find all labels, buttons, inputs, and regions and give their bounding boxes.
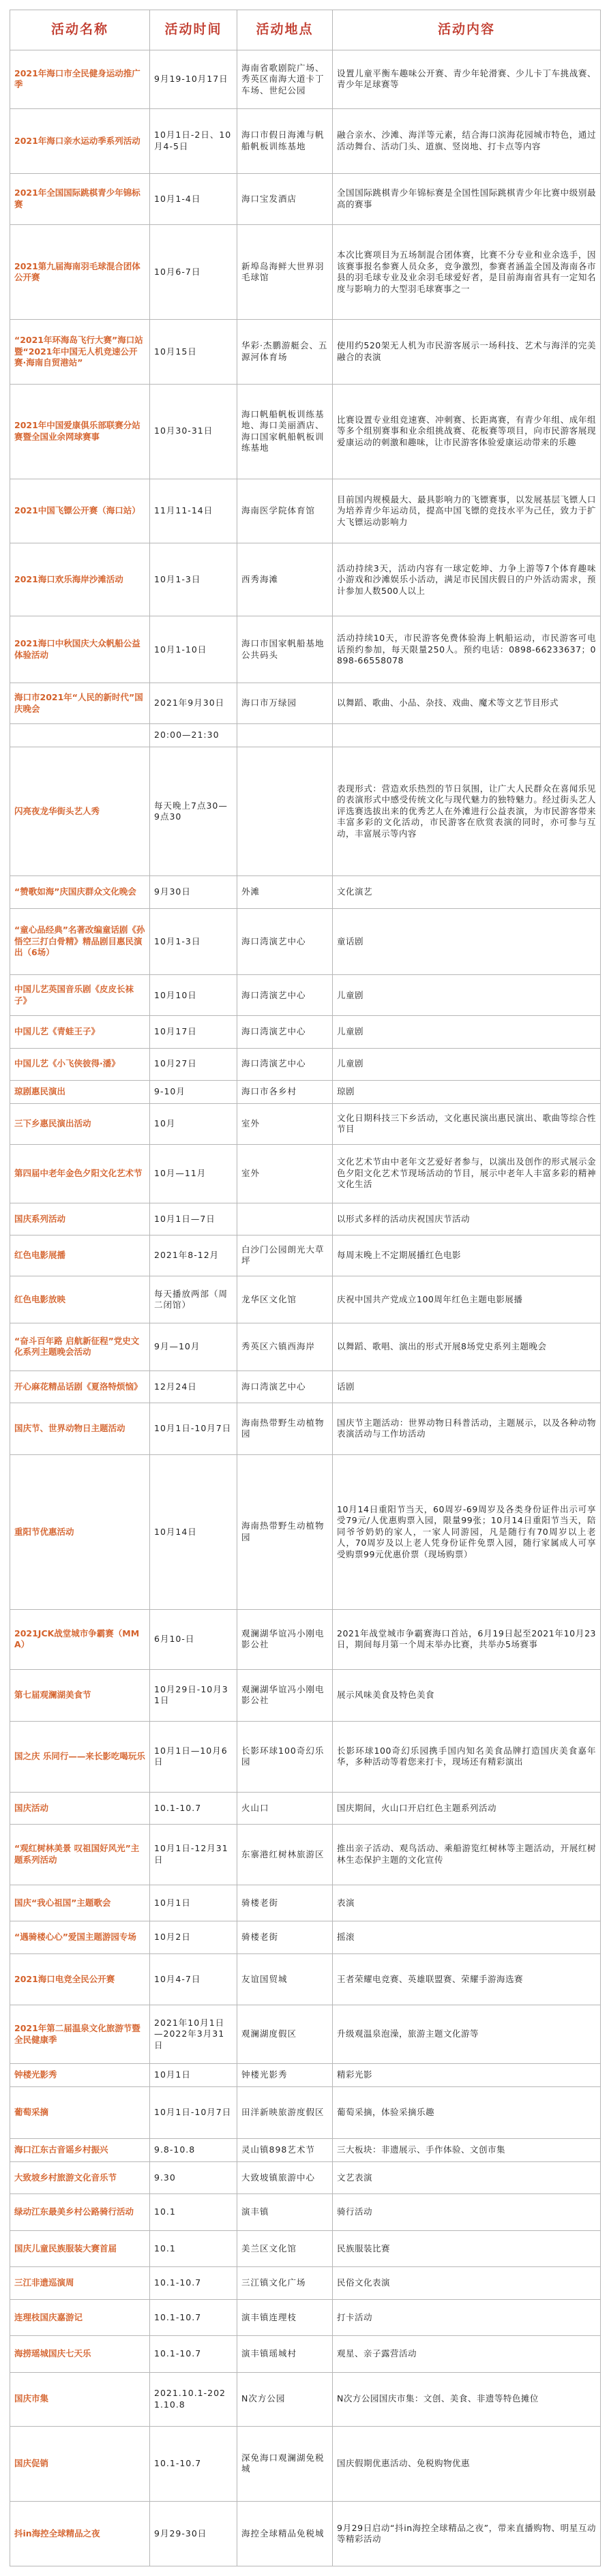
activity-content-cell: 文化艺术节由中老年文艺爱好者参与，以演出及创作的形式展示金色夕阳文化艺术节现场活动的节目，展示中老年人丰富多彩的精神文化生活 (333, 1144, 601, 1203)
activity-name-cell: 2021年第二届温泉文化旅游节暨全民健康季 (10, 2005, 150, 2064)
activity-name-cell: 国庆儿童民族服装大赛首届 (10, 2230, 150, 2267)
activity-name-cell: 红色电影放映 (10, 1276, 150, 1323)
activity-content-cell: 比赛设置专业组竞速赛、冲刺赛、长距离赛，有青少年组、成年组等多个组别赛事和业余组挑战赛、花板赛等项目，向市民游客展现爱康运动的刺激和趣味，让市民游客体验爱康运动带来的乐趣 (333, 384, 601, 479)
activity-place-cell: 海口湾演艺中心 (237, 975, 333, 1016)
activity-place-cell: 秀英区六镇西海岸 (237, 1323, 333, 1371)
activity-name-cell: 2021海口电竞全民公开赛 (10, 1953, 150, 2005)
activity-time-cell: 10月27日 (150, 1048, 237, 1080)
activity-place-cell: 海口市各乡村 (237, 1080, 333, 1103)
activity-content-cell: 国庆假期优惠活动、免税购物优惠 (333, 2426, 601, 2501)
activity-time-cell: 10月1日-12月31日 (150, 1825, 237, 1885)
activity-place-cell: 海南热带野生动植物园 (237, 1403, 333, 1455)
activity-content-cell: 目前国内规模最大、最具影响力的飞镖赛事，以发展基层飞镖人口为培养青少年运动员，提高中国飞镖的竞技水平为己任，致力于扩大飞镖运动影响力 (333, 479, 601, 543)
activity-time-cell: 10月1日 (150, 1885, 237, 1921)
activity-time-cell: 10月29日-10月31日 (150, 1670, 237, 1722)
activity-name-cell: 国之庆 乐同行——来长影吃喝玩乐 (10, 1721, 150, 1792)
table-header-row (10, 10, 601, 50)
activity-place-cell: 白沙门公园朗光大草坪 (237, 1235, 333, 1276)
activity-place-cell: N次方公园 (237, 2372, 333, 2426)
activity-name-cell: “赞歌如海”庆国庆群众文化晚会 (10, 876, 150, 908)
activity-content-cell: 长影环球100奇幻乐园携手国内知名美食品牌打造国庆美食嘉年华，多种活动等着您来打卡，现场还有精彩演出 (333, 1721, 601, 1792)
activity-name-cell: 连理枝国庆嘉游记 (10, 2299, 150, 2336)
activity-time-cell: 9月19-10月17日 (150, 50, 237, 109)
activity-name-cell: 国庆系列活动 (10, 1203, 150, 1235)
activity-time-cell: 11月11-14日 (150, 479, 237, 543)
activity-name-cell: 海口市2021年“人民的新时代”国庆晚会 (10, 683, 150, 724)
activity-content-cell: 融合亲水、沙滩、海洋等元素，结合海口滨海花园城市特色，通过活动舞台、活动门头、道旗、竖岗地、打卡点等内容 (333, 108, 601, 173)
activity-place-cell: 骑楼老街 (237, 1921, 333, 1953)
activity-content-cell: 国庆节主题活动：世界动物日科普活动，主题展示，以及各种动物表演活动与工作坊活动 (333, 1403, 601, 1455)
activity-time-cell: 2021年8-12月 (150, 1235, 237, 1276)
activity-name-cell: “遇骑楼心心”爱国主题游园专场 (10, 1921, 150, 1953)
activity-time-cell: 2021.10.1-2021.10.8 (150, 2372, 237, 2426)
activity-name-cell: 钟楼光影秀 (10, 2064, 150, 2087)
activity-place-cell: 龙华区文化馆 (237, 1276, 333, 1323)
activity-name-cell: 大致坡乡村旅游文化音乐节 (10, 2161, 150, 2193)
activity-place-cell: 海南省歌剧院广场、秀英区南海大道卡丁车场、世纪公园 (237, 50, 333, 109)
activity-time-cell: 9.30 (150, 2161, 237, 2193)
table-row (10, 876, 601, 908)
table-row (10, 173, 601, 225)
activity-time-cell: 10月 (150, 1103, 237, 1144)
activity-time-cell: 10月2日 (150, 1921, 237, 1953)
activity-time-cell: 12月24日 (150, 1371, 237, 1403)
table-row (10, 2193, 601, 2230)
activity-place-cell: 大致坡镇旅游中心 (237, 2161, 333, 2193)
table-row (10, 1825, 601, 1885)
activity-place-cell: 观澜湖华谊冯小刚电影公社 (237, 1609, 333, 1669)
table-row (10, 479, 601, 543)
activity-content-cell: 表现形式：营造欢乐热烈的节日氛围，让广大人民群众在喜闻乐见的表演形式中感受传统文化与现代魅力的独特魅力。经过街头艺人评选赛选拔出来的优秀艺人在外滩进行公益表演，为市民游客带来丰富多彩的文化活动，市民游客在欣赏表演的同时，亦可参与互动，丰富展示等内容 (333, 747, 601, 875)
activity-content-cell: 打卡活动 (333, 2299, 601, 2336)
activity-name-cell: 国庆促销 (10, 2426, 150, 2501)
activity-time-cell: 10月1-3日 (150, 543, 237, 616)
activity-time-cell: 9月—10月 (150, 1323, 237, 1371)
activity-content-cell: 精彩光影 (333, 2064, 601, 2087)
activity-time-cell: 20:00—21:30 (150, 724, 237, 747)
activity-content-cell: 9月29日启动“抖in海控全球精品之夜”，带来直播购物、明星互动等精彩活动 (333, 2502, 601, 2566)
activity-name-cell: 闪亮夜龙华街头艺人秀 (10, 747, 150, 875)
table-row (10, 1048, 601, 1080)
activity-name-cell: 红色电影展播 (10, 1235, 150, 1276)
activity-name-cell: 2021年海口亲水运动季系列活动 (10, 108, 150, 173)
activity-content-cell: 摇滚 (333, 1921, 601, 1953)
activity-place-cell: 西秀海滩 (237, 543, 333, 616)
table-row (10, 616, 601, 683)
header-activity-place: 活动地点 (237, 10, 333, 50)
activity-name-cell: 2021年海口市全民健身运动推广季 (10, 50, 150, 109)
activity-time-cell: 9-10月 (150, 1080, 237, 1103)
activity-content-cell: 话剧 (333, 1371, 601, 1403)
activity-name-cell: “童心品经典”名著改编童话剧《孙悟空三打白骨精》精品剧目惠民演出（6场） (10, 908, 150, 975)
activity-name-cell: 三下乡惠民演出活动 (10, 1103, 150, 1144)
activity-time-cell: 10月30-31日 (150, 384, 237, 479)
activity-place-cell: 海口湾演艺中心 (237, 1016, 333, 1048)
activity-content-cell: 文化日期科技三下乡活动，文化惠民演出惠民演出、歌曲等综合性节目 (333, 1103, 601, 1144)
activity-name-cell: 中国儿艺英国音乐剧《皮皮长袜子》 (10, 975, 150, 1016)
table-row (10, 1103, 601, 1144)
activity-content-cell (333, 724, 601, 747)
activity-content-cell: 国庆期间，火山口开启红色主题系列活动 (333, 1792, 601, 1824)
activity-content-cell: 本次比赛项目为五场制混合团体赛，比赛不分专业和业余选手，因该赛事报名参赛人员众多，竞争激烈，参赛者涵盖全国及海南各市县的羽毛球专业及业余羽毛球爱好者，是目前海南省具有一定知名度与影响力的大型羽毛球赛事之一 (333, 225, 601, 320)
header-activity-time: 活动时间 (150, 10, 237, 50)
activity-time-cell: 10.1 (150, 2230, 237, 2267)
table-row (10, 1323, 601, 1371)
activity-place-cell: 海南热带野生动植物园 (237, 1454, 333, 1609)
activity-content-cell: 表演 (333, 1885, 601, 1921)
table-row (10, 384, 601, 479)
activity-content-cell: 使用约520架无人机为市民游客展示一场科技、艺术与海洋的完美融合的表演 (333, 320, 601, 385)
activity-place-cell (237, 1203, 333, 1235)
activity-time-cell: 10月1日-10月7日 (150, 1403, 237, 1455)
table-row (10, 1203, 601, 1235)
activity-place-cell: 海控全球精品免税城 (237, 2502, 333, 2566)
activity-name-cell: 2021年全国国际跳棋青少年锦标赛 (10, 173, 150, 225)
activity-time-cell: 10月4-7日 (150, 1953, 237, 2005)
activity-name-cell: 第七届观澜湖美食节 (10, 1670, 150, 1722)
table-row (10, 2230, 601, 2267)
activity-place-cell: 海口帆船帆板训练基地、海口美丽酒店、海口国家帆船帆板训练基地 (237, 384, 333, 479)
activity-time-cell: 2021年10月1日—2022年3月31日 (150, 2005, 237, 2064)
table-row (10, 1921, 601, 1953)
activity-place-cell: 外滩 (237, 876, 333, 908)
activity-time-cell: 10月17日 (150, 1016, 237, 1048)
activity-name-cell: “2021年环海岛飞行大赛”海口站暨“2021年中国无人机竞速公开赛·海南自贸港站” (10, 320, 150, 385)
table-row (10, 543, 601, 616)
table-row (10, 50, 601, 109)
activity-name-cell: 国庆活动 (10, 1792, 150, 1824)
activity-time-cell: 10月1日-10月7日 (150, 2087, 237, 2139)
activity-name-cell: 海口江东古音谣乡村振兴 (10, 2138, 150, 2161)
table-row (10, 1144, 601, 1203)
activity-name-cell: 三江非遗巡演周 (10, 2267, 150, 2299)
activity-name-cell: 2021第九届海南羽毛球混合团体公开赛 (10, 225, 150, 320)
activity-place-cell: 海口市万绿园 (237, 683, 333, 724)
activity-content-cell: 王者荣耀电竞赛、英雄联盟赛、荣耀手游海选赛 (333, 1953, 601, 2005)
activity-place-cell: 新埠岛海鲜大世界羽毛球馆 (237, 225, 333, 320)
table-row (10, 2138, 601, 2161)
table-row (10, 747, 601, 875)
activity-name-cell: 中国儿艺《小飞侠彼得·潘》 (10, 1048, 150, 1080)
activity-content-cell: 童话剧 (333, 908, 601, 975)
activity-time-cell: 2021年9月30日 (150, 683, 237, 724)
activity-place-cell: 观澜湖度假区 (237, 2005, 333, 2064)
activity-time-cell: 10月10日 (150, 975, 237, 1016)
table-row (10, 2267, 601, 2299)
activity-time-cell: 10月1日-2日、10月4-5日 (150, 108, 237, 173)
activity-place-cell: 华彩·杰鹏游艇会、五源河体育场 (237, 320, 333, 385)
activity-place-cell: 长影环球100奇幻乐园 (237, 1721, 333, 1792)
activity-place-cell: 海口湾演艺中心 (237, 1371, 333, 1403)
table-row (10, 1235, 601, 1276)
activity-place-cell: 海南医学院体育馆 (237, 479, 333, 543)
activity-content-cell: 骑行活动 (333, 2193, 601, 2230)
activity-content-cell: N次方公园国庆市集：文创、美食、非遗等特色摊位 (333, 2372, 601, 2426)
activity-time-cell: 10.1-10.7 (150, 2426, 237, 2501)
table-row (10, 908, 601, 975)
activity-name-cell: 绿动江东最美乡村公路骑行活动 (10, 2193, 150, 2230)
table-row (10, 1792, 601, 1824)
activity-time-cell: 6月10-日 (150, 1609, 237, 1669)
activity-time-cell: 每天播放两部（周二闭馆） (150, 1276, 237, 1323)
activity-content-cell: 设置儿童平衡车趣味公开赛、青少年轮滑赛、少儿卡丁车挑战赛、青少年足球赛等 (333, 50, 601, 109)
activity-name-cell: 中国儿艺《青蛙王子》 (10, 1016, 150, 1048)
table-row (10, 683, 601, 724)
activity-place-cell: 钟楼光影秀 (237, 2064, 333, 2087)
table-row (10, 975, 601, 1016)
activity-place-cell (237, 724, 333, 747)
activity-content-cell: 推出亲子活动、观鸟活动、乘船游览红树林等主题活动，开展红树林生态保护主题的文化宣传 (333, 1825, 601, 1885)
activity-place-cell: 演丰镇瑶城村 (237, 2336, 333, 2373)
activity-content-cell: 儿童剧 (333, 975, 601, 1016)
activity-place-cell: 深免海口观澜湖免税城 (237, 2426, 333, 2501)
activity-content-cell: 10月14日重阳节当天，60周岁-69周岁及各类身份证件出示可享受79元/人优惠购票入园，限量99张；10月14日重阳节当天，陪同爷爷奶奶的家人，一家人同游园，凡是随行有70周岁以上老人，70周岁及以上老人凭身份证件免票入园，随行家属成人可享受购票99元优惠价票（现场购票） (333, 1454, 601, 1609)
activity-place-cell: 室外 (237, 1103, 333, 1144)
table-row (10, 1403, 601, 1455)
activity-place-cell: 骑楼老街 (237, 1885, 333, 1921)
activity-content-cell: 观星、亲子露营活动 (333, 2336, 601, 2373)
table-row (10, 1454, 601, 1609)
activity-time-cell: 10.1-10.7 (150, 2267, 237, 2299)
activity-time-cell: 10.1 (150, 2193, 237, 2230)
activity-content-cell: 文艺表演 (333, 2161, 601, 2193)
table-row (10, 1609, 601, 1669)
activity-time-cell: 9.8-10.8 (150, 2138, 237, 2161)
activity-place-cell: 海口宝发酒店 (237, 173, 333, 225)
activity-content-cell: 以舞蹈、歌唱、演出的形式开展8场党史系列主题晚会 (333, 1323, 601, 1371)
activity-time-cell: 10月1-4日 (150, 173, 237, 225)
table-row (10, 2161, 601, 2193)
activity-time-cell: 10月15日 (150, 320, 237, 385)
activity-content-cell: 庆祝中国共产党成立100周年红色主题电影展播 (333, 1276, 601, 1323)
activity-content-cell: 民族服装比赛 (333, 2230, 601, 2267)
activity-schedule-sheet (10, 10, 600, 2566)
table-row (10, 1885, 601, 1921)
activity-time-cell: 10月1-3日 (150, 908, 237, 975)
activity-content-cell: 以形式多样的活动庆祝国庆节活动 (333, 1203, 601, 1235)
activity-name-cell: 第四届中老年金色夕阳文化艺术节 (10, 1144, 150, 1203)
table-row (10, 225, 601, 320)
activity-name-cell (10, 724, 150, 747)
activity-place-cell: 海口湾演艺中心 (237, 908, 333, 975)
table-row (10, 2087, 601, 2139)
activity-place-cell: 东寨港红树林旅游区 (237, 1825, 333, 1885)
activity-place-cell: 灵山镇898艺术节 (237, 2138, 333, 2161)
table-row (10, 2426, 601, 2501)
table-row (10, 2336, 601, 2373)
table-row (10, 2372, 601, 2426)
activity-name-cell: 抖in海控全球精品之夜 (10, 2502, 150, 2566)
table-row (10, 2064, 601, 2087)
table-row (10, 724, 601, 747)
activity-time-cell: 10月1日 (150, 2064, 237, 2087)
activity-name-cell: 琼剧惠民演出 (10, 1080, 150, 1103)
activity-content-cell: 活动持续3天，活动内容有一球定乾坤、力争上游等7个体育趣味小游戏和沙滩娱乐小活动，满足市民国庆假日的户外活动需求，预计参加人数500人以上 (333, 543, 601, 616)
activity-time-cell: 10.1-10.7 (150, 1792, 237, 1824)
activity-content-cell: 活动持续10天，市民游客免费体验海上帆船运动，市民游客可电话预约参加，每天限量250人。预约电话：0898-66233637；0898-66558078 (333, 616, 601, 683)
activity-table (10, 10, 601, 2566)
table-row (10, 108, 601, 173)
activity-content-cell: 以舞蹈、歌曲、小品、杂技、戏曲、魔术等文艺节目形式 (333, 683, 601, 724)
activity-content-cell: 2021年战堂城市争霸赛海口首站，6月19日起至2021年10月23日，期间每月第一个周末举办比赛，共举办5场赛事 (333, 1609, 601, 1669)
header-activity-content: 活动内容 (333, 10, 601, 50)
activity-time-cell: 10月1-10日 (150, 616, 237, 683)
activity-name-cell: 2021JCK战堂城市争霸赛（MMA） (10, 1609, 150, 1669)
activity-place-cell: 友谊国贸城 (237, 1953, 333, 2005)
activity-time-cell: 9月30日 (150, 876, 237, 908)
activity-content-cell: 全国国际跳棋青少年锦标赛是全国性国际跳棋青少年比赛中级别最高的赛事 (333, 173, 601, 225)
table-row (10, 2502, 601, 2566)
activity-place-cell: 演丰镇 (237, 2193, 333, 2230)
activity-name-cell: 开心麻花精品话剧《夏洛特烦恼》 (10, 1371, 150, 1403)
activity-place-cell: 演丰镇连理枝 (237, 2299, 333, 2336)
activity-time-cell: 每天晚上7点30—9点30 (150, 747, 237, 875)
activity-time-cell: 9月29-30日 (150, 2502, 237, 2566)
activity-name-cell: “奋斗百年路 启航新征程”党史文化系列主题晚会活动 (10, 1323, 150, 1371)
activity-content-cell: 三大板块：非遗展示、手作体验、文创市集 (333, 2138, 601, 2161)
activity-time-cell: 10.1-10.7 (150, 2336, 237, 2373)
activity-time-cell: 10月1日—7日 (150, 1203, 237, 1235)
table-row (10, 1016, 601, 1048)
activity-place-cell: 观澜湖华谊冯小刚电影公社 (237, 1670, 333, 1722)
activity-name-cell: 2021中国飞镖公开赛（海口站） (10, 479, 150, 543)
activity-name-cell: 海捞瑶城国庆七天乐 (10, 2336, 150, 2373)
activity-content-cell: 升级观温泉泡澡，旅游主题文化游等 (333, 2005, 601, 2064)
table-row (10, 1371, 601, 1403)
activity-place-cell: 海口市国家帆船基地公共码头 (237, 616, 333, 683)
activity-name-cell: 葡萄采摘 (10, 2087, 150, 2139)
activity-place-cell: 室外 (237, 1144, 333, 1203)
activity-content-cell: 琼剧 (333, 1080, 601, 1103)
activity-content-cell: 展示风味美食及特色美食 (333, 1670, 601, 1722)
activity-place-cell: 田洋新映旅游度假区 (237, 2087, 333, 2139)
header-activity-name: 活动名称 (10, 10, 150, 50)
activity-place-cell: 火山口 (237, 1792, 333, 1824)
activity-content-cell: 儿童剧 (333, 1048, 601, 1080)
activity-name-cell: 2021海口中秋国庆大众帆船公益体验活动 (10, 616, 150, 683)
table-row (10, 2005, 601, 2064)
table-row (10, 1721, 601, 1792)
table-row (10, 1953, 601, 2005)
activity-name-cell: 国庆市集 (10, 2372, 150, 2426)
table-row (10, 1080, 601, 1103)
activity-name-cell: 国庆“我心祖国”主题歌会 (10, 1885, 150, 1921)
table-row (10, 1276, 601, 1323)
activity-name-cell: 2021海口欢乐海岸沙滩活动 (10, 543, 150, 616)
activity-place-cell: 海口湾演艺中心 (237, 1048, 333, 1080)
activity-place-cell: 三江镇文化广场 (237, 2267, 333, 2299)
activity-time-cell: 10月6-7日 (150, 225, 237, 320)
activity-place-cell: 海口市假日海滩与帆船帆板训练基地 (237, 108, 333, 173)
activity-content-cell: 每周末晚上不定期展播红色电影 (333, 1235, 601, 1276)
activity-place-cell: 美兰区文化馆 (237, 2230, 333, 2267)
activity-content-cell: 葡萄采摘，体验采摘乐趣 (333, 2087, 601, 2139)
activity-time-cell: 10.1-10.7 (150, 2299, 237, 2336)
activity-time-cell: 10月—11月 (150, 1144, 237, 1203)
table-row (10, 320, 601, 385)
activity-time-cell: 10月14日 (150, 1454, 237, 1609)
activity-name-cell: 重阳节优惠活动 (10, 1454, 150, 1609)
activity-content-cell: 民俗文化表演 (333, 2267, 601, 2299)
activity-content-cell: 儿童剧 (333, 1016, 601, 1048)
table-row (10, 1670, 601, 1722)
activity-name-cell: 国庆节、世界动物日主题活动 (10, 1403, 150, 1455)
activity-place-cell (237, 747, 333, 875)
activity-name-cell: 2021年中国爱康俱乐部联赛分站赛暨全国业余网球赛事 (10, 384, 150, 479)
activity-time-cell: 10月1日—10月6日 (150, 1721, 237, 1792)
activity-content-cell: 文化演艺 (333, 876, 601, 908)
table-row (10, 2299, 601, 2336)
activity-name-cell: “观红树林美景 叹祖国好风光”主题系列活动 (10, 1825, 150, 1885)
